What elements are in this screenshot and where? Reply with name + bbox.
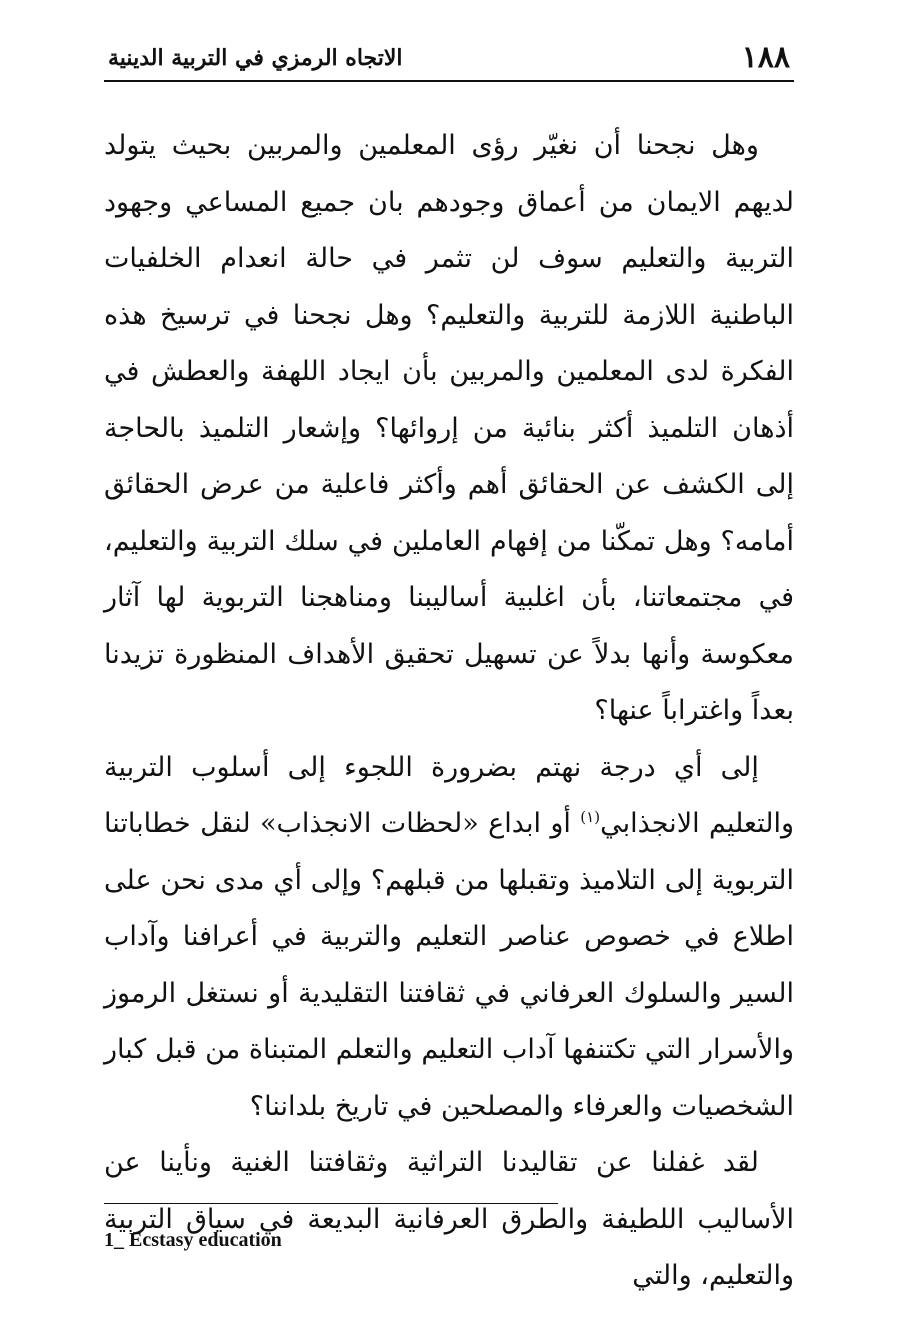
paragraph-2-part-1: إلى أي درجة نهتم بضرورة اللجوء إلى أسلوب التربية والتعليم الانجذابي xyxy=(104,751,794,839)
footnote: 1_ Ecstasy education xyxy=(104,1229,282,1251)
paragraph-3: لقد غفلنا عن تقاليدنا التراثية وثقافتنا الغنية ونأينا عن الأساليب اللطيفة والطرق العرفانية البديعة في سياق التربية والتعليم، والتي xyxy=(104,1147,794,1291)
footnote-divider xyxy=(104,1203,558,1204)
paragraph-2-part-2: أو ابداع «لحظات الانجذاب» لنقل خطاباتنا التربوية إلى التلاميذ وتقبلها من قبلهم؟ وإلى أي مدى نحن على اطلاع في خصوص عناصر التعليم والتربية في أعرافنا وآداب السير والسلوك العرفاني في ثقافتنا التقليدية أو نستغل الرموز والأسرار التي تكتنفها آداب التعليم والتعلم المتبناة من قبل كبار الشخصيات والعرفاء والمصلحين في تاريخ بلداننا؟ xyxy=(104,808,794,1122)
paragraph-1: وهل نجحنا أن نغيّر رؤى المعلمين والمربين بحيث يتولد لديهم الايمان من أعماق وجودهم بان جميع المساعي وجهود التربية والتعليم سوف لن تثمر في حالة انعدام الخلفيات الباطنية اللازمة للتربية والتعليم؟ وهل نجحنا في ترسيخ هذه الفكرة لدى المعلمين والمربين بأن ايجاد اللهفة والعطش في أذهان التلميذ أكثر بنائية من إروائها؟ وإشعار التلميذ بالحاجة إلى الكشف عن الحقائق أهم وأكثر فاعلية من عرض الحقائق أمامه؟ وهل تمكّنا من إفهام العاملين في سلك التربية والتعليم، في مجتمعاتنا، بأن اغلبية أساليبنا ومناهجنا التربوية لها آثار معكوسة وأنها بدلاً عن تسهيل تحقيق الأهداف المنظورة تزيدنا بعداً واغتراباً عنها؟ xyxy=(104,130,794,726)
paragraph-2 xyxy=(104,740,794,1136)
page-number: ١٨٨ xyxy=(741,40,790,75)
body-text xyxy=(104,118,794,1305)
footnote-reference: (١) xyxy=(580,808,601,826)
running-title: الاتجاه الرمزي في التربية الدينية xyxy=(108,45,403,71)
page-header xyxy=(104,38,794,82)
